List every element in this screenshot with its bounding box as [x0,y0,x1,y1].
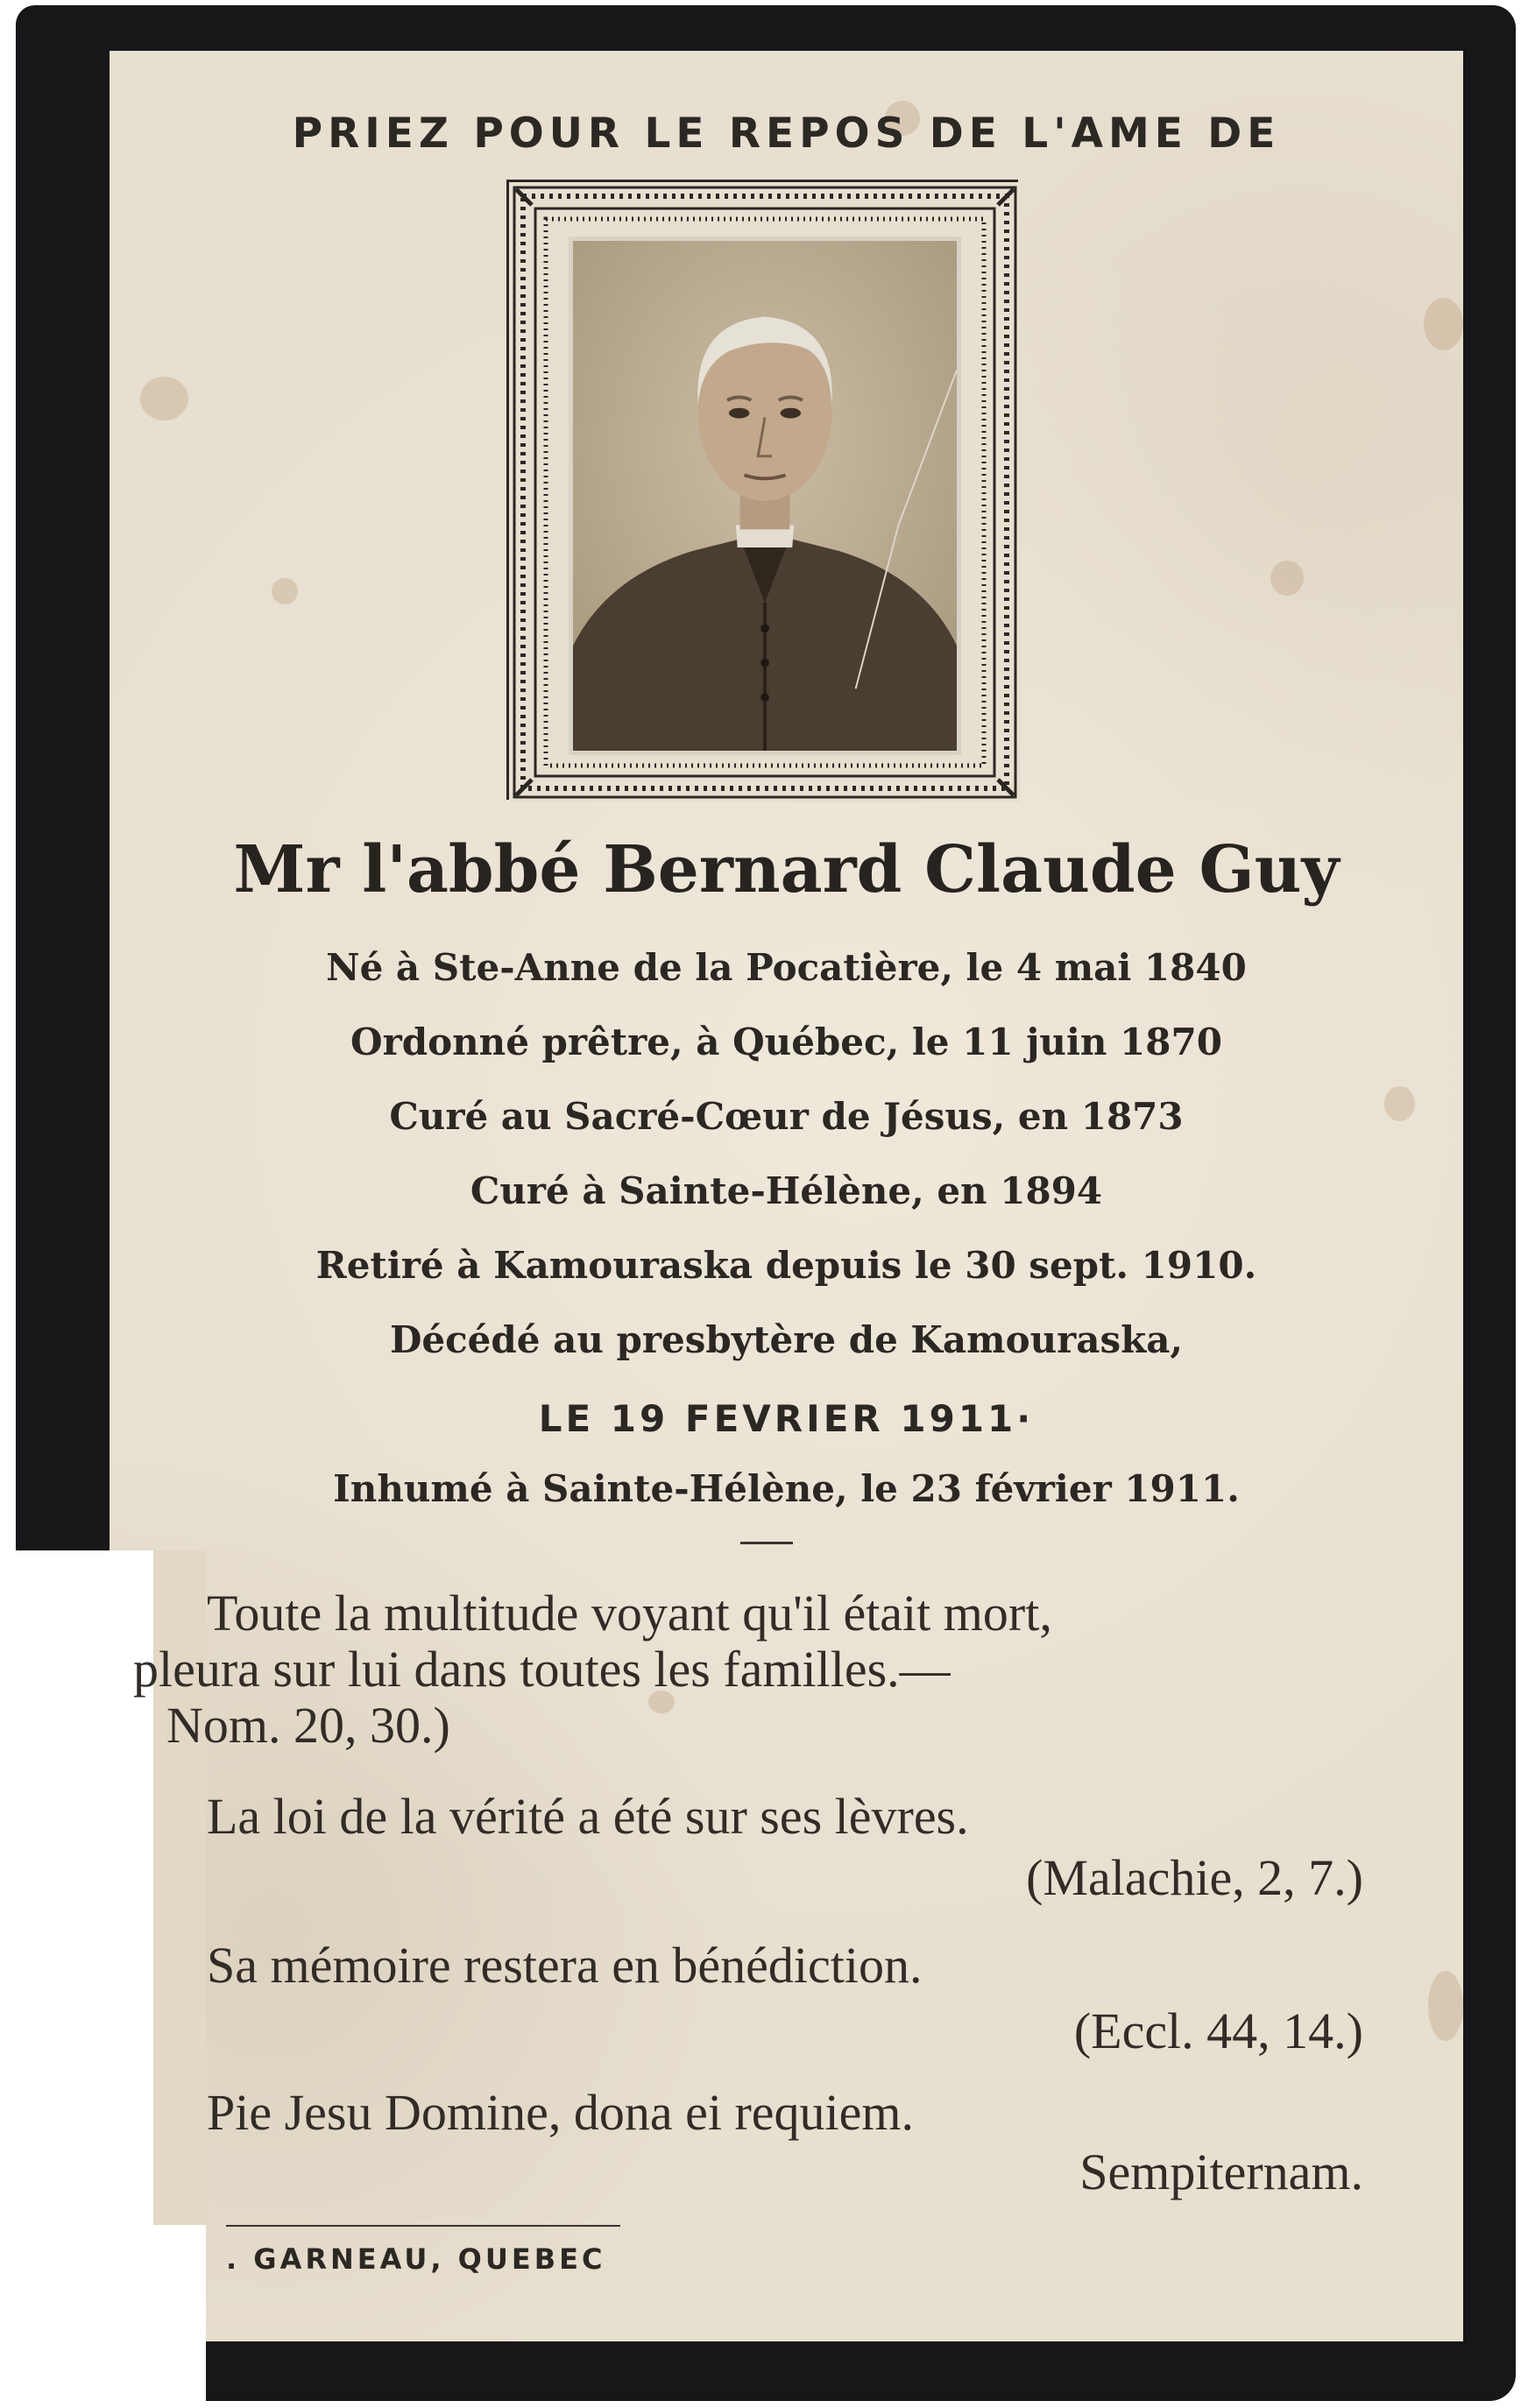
verse-line: Pie Jesu Domine, dona ei requiem. [207,2084,914,2141]
bio-line: Curé à Sainte-Hélène, en 1894 [470,1169,1103,1212]
stain-mark [1270,561,1304,596]
deceased-name: Mr l'abbé Bernard Claude Guy [233,832,1340,907]
stain-mark [1424,298,1463,350]
divider-rule [740,1542,793,1544]
verse-line: La loi de la vérité a été sur ses lèvres. [207,1788,969,1845]
printer-credit: . GARNEAU, QUEBEC [226,2242,606,2276]
verse-reference: Nom. 20, 30.) [166,1697,450,1754]
bio-line: Décédé au presbytère de Kamouraska, [389,1318,1184,1361]
stain-mark [1428,1971,1463,2041]
bio-line: Né à Ste-Anne de la Pocatière, le 4 mai 1840 [326,946,1247,989]
burial-line: Inhumé à Sainte-Hélène, le 23 février 1911. [333,1467,1240,1510]
verse-line: Sa mémoire restera en bénédiction. [207,1937,923,1994]
stain-mark [272,578,298,604]
portrait-frame [506,180,1018,800]
prayer-heading: PRIEZ POUR LE REPOS DE L'AME DE [292,109,1281,158]
stain-mark [140,377,188,420]
printer-rule [226,2225,620,2227]
verse-line: Toute la multitude voyant qu'il était mort, [207,1585,1052,1642]
verse-line: pleura sur lui dans toutes les familles.— [133,1641,951,1698]
bio-line: Curé au Sacré-Cœur de Jésus, en 1873 [389,1095,1184,1138]
torn-corner-gap-lower [0,2225,206,2408]
portrait-photo [569,237,961,755]
verse-reference: (Eccl. 44, 14.) [1073,2002,1363,2059]
verse-line: Sempiternam. [1079,2143,1363,2200]
bio-line: Ordonné prêtre, à Québec, le 11 juin 1870 [350,1020,1222,1063]
death-date: LE 19 FEVRIER 1911· [538,1397,1035,1440]
verse-reference: (Malachie, 2, 7.) [1026,1849,1363,1906]
bio-line: Retiré à Kamouraska depuis le 30 sept. 1910. [315,1244,1257,1287]
